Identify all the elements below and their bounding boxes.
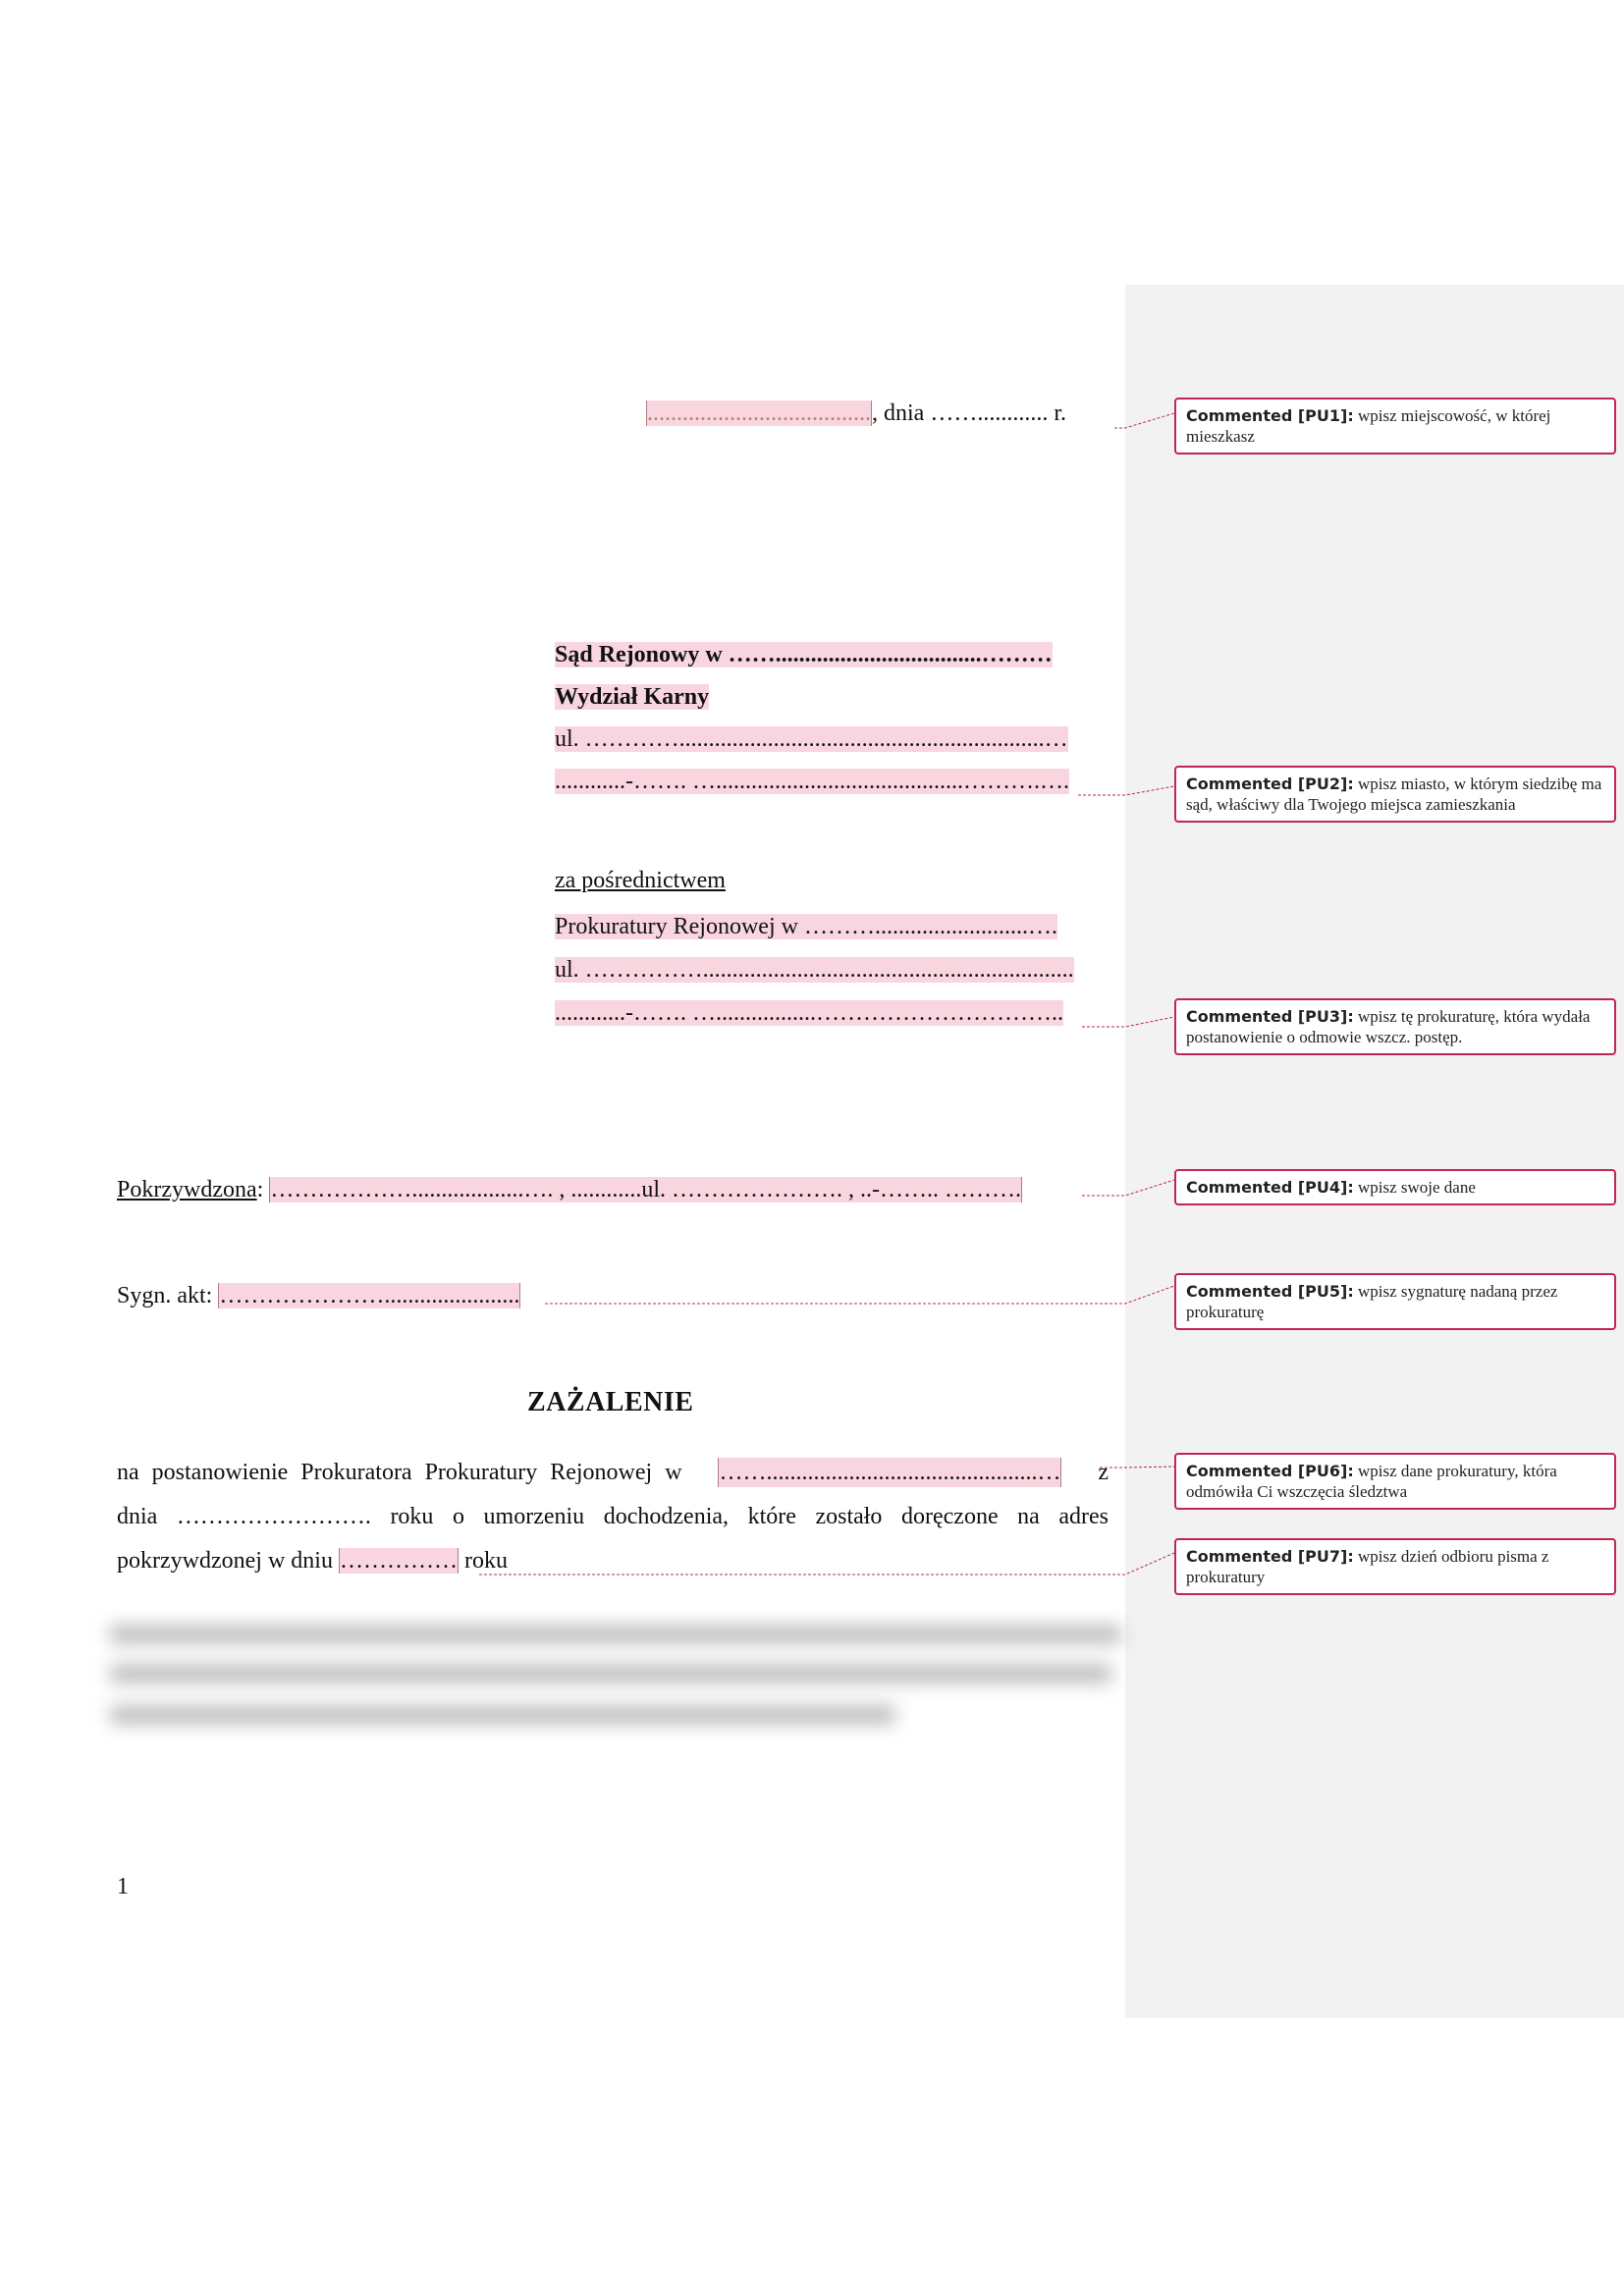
court-division-line [555, 682, 709, 712]
body-line-1 [117, 1458, 1109, 1487]
intermediary-label: za pośrednictwem [555, 868, 726, 893]
comment-text: wpisz dane prokuratury, która odmówiła Ci wszczęcia śledztwa [1186, 1462, 1557, 1501]
victim-data-field[interactable]: ………………...................…. , ............ul. …………………. , ..-…….. ………. [270, 1177, 1021, 1202]
comment-label: Commented [PU7]: [1186, 1547, 1354, 1566]
court-street-field[interactable]: ul. …………..............................................................… [555, 726, 1068, 752]
page-number: 1 [117, 1874, 129, 1899]
prosecutor-office-field[interactable]: Prokuratury Rejonowej w ………..........................…. [555, 914, 1057, 939]
comment-text: wpisz tę prokuraturę, która wydała postanowienie o odmowie wszcz. postęp. [1186, 1007, 1591, 1046]
comment-pu3[interactable] [1174, 998, 1616, 1055]
body-line3-prefix: pokrzywdzonej w dniu [117, 1548, 333, 1574]
victim-label: Pokrzywdzona [117, 1177, 257, 1202]
place-date-line [646, 399, 1066, 428]
case-signature-label: Sygn. akt: [117, 1283, 213, 1308]
body-line-2: dnia ……………………. roku o umorzeniu dochodzenia, które zostało doręczone na adres [117, 1504, 1109, 1529]
victim-line [117, 1175, 1022, 1204]
court-postal-line [555, 767, 1069, 796]
comment-pu2[interactable] [1174, 766, 1616, 823]
comment-pu1[interactable] [1174, 398, 1616, 454]
body-line3-suffix: roku [463, 1548, 508, 1574]
prosecutor-street-line [555, 955, 1074, 985]
comment-label: Commented [PU3]: [1186, 1007, 1354, 1026]
body-line1-suffix: z [1098, 1460, 1109, 1485]
case-signature-line [117, 1281, 520, 1310]
prosecutor-postal-field[interactable]: ............-……. ….................………………………….. [555, 1000, 1063, 1026]
case-signature-field[interactable]: …………………....................... [219, 1283, 520, 1308]
document-title: ZAŻALENIE [527, 1387, 694, 1417]
receipt-date-field[interactable]: …………… [339, 1548, 458, 1574]
prosecutor-office-line [555, 912, 1057, 941]
victim-colon: : [256, 1177, 264, 1202]
prosecutor-street-field[interactable]: ul. ……………............................................................... [555, 957, 1074, 983]
comment-label: Commented [PU5]: [1186, 1282, 1354, 1301]
comment-label: Commented [PU1]: [1186, 406, 1354, 425]
comment-pu7[interactable] [1174, 1538, 1616, 1595]
comment-label: Commented [PU2]: [1186, 774, 1354, 793]
court-name-line [555, 640, 1053, 669]
prosecutor-postal-line [555, 998, 1063, 1028]
body-line-3 [117, 1546, 508, 1575]
comment-label: Commented [PU4]: [1186, 1178, 1354, 1197]
court-postal-field[interactable]: ............-……. …..........................................……….…. [555, 769, 1069, 794]
comment-pu6[interactable] [1174, 1453, 1616, 1510]
comment-text: wpisz sygnaturę nadaną przez prokuraturę [1186, 1282, 1558, 1321]
comment-text: wpisz dzień odbioru pisma z prokuratury [1186, 1547, 1549, 1586]
court-street-line [555, 724, 1068, 754]
comment-text: wpisz miasto, w którym siedzibę ma sąd, właściwy dla Twojego miejsca zamieszkania [1186, 774, 1602, 814]
body-line1-prefix: na postanowienie Prokuratora Prokuratury Rejonowej w [117, 1460, 682, 1485]
comment-text: wpisz miejscowość, w której mieszkasz [1186, 406, 1551, 446]
comment-pu4[interactable] [1174, 1169, 1616, 1205]
court-name-field[interactable]: Sąd Rejonowy w ……...................................……… [555, 642, 1053, 667]
comment-text: wpisz swoje dane [1357, 1178, 1476, 1197]
date-text: , dnia ……............ r. [872, 400, 1066, 426]
comment-label: Commented [PU6]: [1186, 1462, 1354, 1480]
comment-pu5[interactable] [1174, 1273, 1616, 1330]
place-field[interactable]: ...................................... [647, 400, 871, 426]
prosecutor-data-field[interactable]: ……..............................................… [719, 1460, 1061, 1485]
court-division: Wydział Karny [555, 684, 710, 710]
blurred-paragraph [110, 1620, 1131, 1747]
